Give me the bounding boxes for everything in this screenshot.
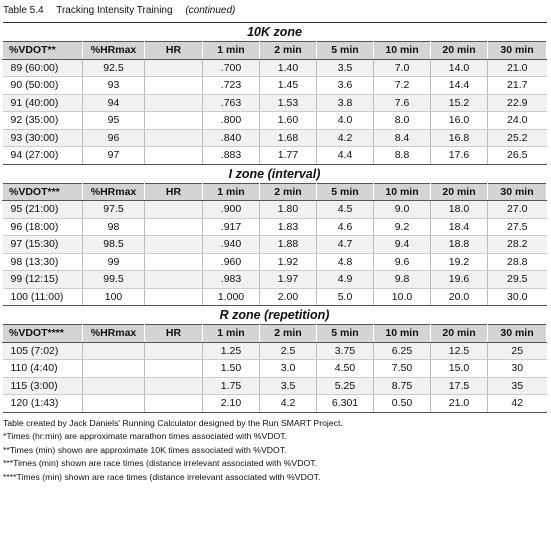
column-header: 1 min <box>203 183 260 201</box>
table-cell: .800 <box>203 112 260 130</box>
column-header: %HRmax <box>83 325 145 343</box>
column-header-vdot: %VDOT**** <box>3 325 83 343</box>
table-cell: 2.5 <box>260 342 317 360</box>
column-header-vdot: %VDOT*** <box>3 183 83 201</box>
table-cell: 1.60 <box>260 112 317 130</box>
table-credit-note: Table created by Jack Daniels' Running Calculator designed by the Run SMART Project. <box>3 417 343 428</box>
table-cell: 28.2 <box>488 236 547 254</box>
table-cell: 1.45 <box>260 77 317 95</box>
vdot-cell: 120 (1:43) <box>3 395 83 413</box>
table-cell: 18.0 <box>431 201 488 219</box>
table-cell: 99 <box>83 253 145 271</box>
table-cell <box>83 377 145 395</box>
vdot-cell: 99 (12:15) <box>3 271 83 289</box>
vdot-cell: 115 (3:00) <box>3 377 83 395</box>
column-header: %HRmax <box>83 183 145 201</box>
footnote: ***Times (min) shown are race times (distance irrelevant associated with %VDOT. <box>3 458 317 469</box>
table-cell: 1.97 <box>260 271 317 289</box>
column-header: HR <box>145 325 203 343</box>
vdot-cell: 93 (30:00) <box>3 129 83 147</box>
table-cell: 22.9 <box>488 94 547 112</box>
zone-rows <box>3 59 547 164</box>
column-header: 10 min <box>374 183 431 201</box>
vdot-cell: 97 (15:30) <box>3 236 83 254</box>
table-cell: 9.2 <box>374 218 431 236</box>
zone-title: R zone (repetition) <box>3 306 547 325</box>
table-cell: 19.6 <box>431 271 488 289</box>
table-cell: 21.7 <box>488 77 547 95</box>
table-cell <box>145 59 203 77</box>
table-cell: 25.2 <box>488 129 547 147</box>
table-cell: .917 <box>203 218 260 236</box>
table-cell: 4.2 <box>317 129 374 147</box>
zone-rows <box>3 342 547 412</box>
table-cell: 16.8 <box>431 129 488 147</box>
vdot-cell: 110 (4:40) <box>3 360 83 378</box>
table-cell: 14.4 <box>431 77 488 95</box>
table-cell: .883 <box>203 147 260 165</box>
table-cell: 4.8 <box>317 253 374 271</box>
table-cell: 95 <box>83 112 145 130</box>
table-row <box>3 360 547 378</box>
table-cell: .960 <box>203 253 260 271</box>
table-title: Tracking Intensity Training <box>56 5 173 16</box>
table-cell: 12.5 <box>431 342 488 360</box>
table-cell: 15.0 <box>431 360 488 378</box>
column-header: 5 min <box>317 325 374 343</box>
table-row <box>3 147 547 165</box>
column-header: 20 min <box>431 325 488 343</box>
table-cell <box>145 201 203 219</box>
table-cell: 30 <box>488 360 547 378</box>
table-cell <box>145 271 203 289</box>
table-row <box>3 253 547 271</box>
column-header: 2 min <box>260 325 317 343</box>
column-header: 1 min <box>203 325 260 343</box>
column-header: 20 min <box>431 42 488 60</box>
table-cell: .723 <box>203 77 260 95</box>
column-header: 20 min <box>431 183 488 201</box>
column-header-vdot: %VDOT** <box>3 42 83 60</box>
table-cell: 5.25 <box>317 377 374 395</box>
table-cell: 25 <box>488 342 547 360</box>
vdot-cell: 94 (27:00) <box>3 147 83 165</box>
table-row <box>3 218 547 236</box>
vdot-cell: 92 (35:00) <box>3 112 83 130</box>
table-cell: 4.9 <box>317 271 374 289</box>
zone-section-title <box>3 306 547 325</box>
table-cell <box>145 147 203 165</box>
table-cell: 21.0 <box>431 395 488 413</box>
table-cell: 9.8 <box>374 271 431 289</box>
column-header: HR <box>145 183 203 201</box>
table-row <box>3 94 547 112</box>
table-cell <box>145 94 203 112</box>
table-cell <box>145 342 203 360</box>
table-cell: 1.25 <box>203 342 260 360</box>
table-cell: 7.50 <box>374 360 431 378</box>
table-cell: 14.0 <box>431 59 488 77</box>
table-cell: .763 <box>203 94 260 112</box>
table-cell: .700 <box>203 59 260 77</box>
vdot-cell: 95 (21:00) <box>3 201 83 219</box>
table-cell: 7.0 <box>374 59 431 77</box>
column-header: HR <box>145 42 203 60</box>
table-cell <box>145 112 203 130</box>
table-footnotes <box>2 417 551 485</box>
table-cell: 93 <box>83 77 145 95</box>
table-cell <box>145 360 203 378</box>
table-cell <box>83 342 145 360</box>
table-cell: 3.5 <box>260 377 317 395</box>
table-cell: 4.50 <box>317 360 374 378</box>
table-cell <box>145 236 203 254</box>
footnote: *Times (hr:min) are approximate marathon times associated with %VDOT. <box>3 431 288 442</box>
table-cell: 3.0 <box>260 360 317 378</box>
table-cell: 4.7 <box>317 236 374 254</box>
column-header: 10 min <box>374 42 431 60</box>
zone-title: 10K zone <box>3 23 547 42</box>
table-cell: 1.000 <box>203 288 260 306</box>
table-continued-label: (continued) <box>185 5 236 16</box>
table-cell: 8.8 <box>374 147 431 165</box>
table-caption <box>3 4 551 18</box>
table-cell <box>145 129 203 147</box>
column-header: 1 min <box>203 42 260 60</box>
vdot-cell: 91 (40:00) <box>3 94 83 112</box>
table-cell: 20.0 <box>431 288 488 306</box>
table-cell: 1.53 <box>260 94 317 112</box>
footnote: **Times (min) shown are approximate 10K times associated with %VDOT. <box>3 444 287 455</box>
table-row <box>3 112 547 130</box>
vdot-cell: 100 (11:00) <box>3 288 83 306</box>
table-cell <box>145 288 203 306</box>
table-cell: 3.8 <box>317 94 374 112</box>
table-cell: 10.0 <box>374 288 431 306</box>
table-cell: 1.50 <box>203 360 260 378</box>
table-cell: 2.10 <box>203 395 260 413</box>
table-cell: 0.50 <box>374 395 431 413</box>
table-cell: 98 <box>83 218 145 236</box>
column-header: 2 min <box>260 183 317 201</box>
column-header: 5 min <box>317 42 374 60</box>
table-cell <box>145 395 203 413</box>
table-cell: 1.75 <box>203 377 260 395</box>
table-cell: 4.0 <box>317 112 374 130</box>
table-cell: 26.5 <box>488 147 547 165</box>
table-cell: 1.83 <box>260 218 317 236</box>
table-cell: 1.80 <box>260 201 317 219</box>
zone-section-title <box>3 23 547 42</box>
table-cell: 27.5 <box>488 218 547 236</box>
table-cell: 42 <box>488 395 547 413</box>
table-cell <box>145 253 203 271</box>
zone-header <box>3 42 547 60</box>
table-cell: 1.68 <box>260 129 317 147</box>
zone-rows <box>3 201 547 306</box>
table-cell: 1.40 <box>260 59 317 77</box>
column-header: 5 min <box>317 183 374 201</box>
table-cell: 18.8 <box>431 236 488 254</box>
table-cell: 24.0 <box>488 112 547 130</box>
table-cell <box>145 77 203 95</box>
table-cell: 9.0 <box>374 201 431 219</box>
column-header: 10 min <box>374 325 431 343</box>
table-cell: .900 <box>203 201 260 219</box>
table-cell: 4.4 <box>317 147 374 165</box>
table-cell: 8.75 <box>374 377 431 395</box>
table-cell: 1.77 <box>260 147 317 165</box>
zone-header <box>3 183 547 201</box>
table-cell: 4.6 <box>317 218 374 236</box>
table-cell: 97.5 <box>83 201 145 219</box>
table-row <box>3 201 547 219</box>
table-cell: 21.0 <box>488 59 547 77</box>
table-row <box>3 77 547 95</box>
table-cell <box>145 218 203 236</box>
table-cell: 1.92 <box>260 253 317 271</box>
table-row <box>3 59 547 77</box>
table-cell: 29.5 <box>488 271 547 289</box>
table-cell: 16.0 <box>431 112 488 130</box>
table-cell: 17.6 <box>431 147 488 165</box>
vdot-cell: 89 (60:00) <box>3 59 83 77</box>
zone-title: I zone (interval) <box>3 164 547 183</box>
table-cell: 35 <box>488 377 547 395</box>
table-cell: 98.5 <box>83 236 145 254</box>
table-cell: 5.0 <box>317 288 374 306</box>
table-cell: 8.0 <box>374 112 431 130</box>
table-cell: 9.4 <box>374 236 431 254</box>
column-header: 30 min <box>488 42 547 60</box>
table-cell: 8.4 <box>374 129 431 147</box>
table-cell: 19.2 <box>431 253 488 271</box>
table-cell: 30.0 <box>488 288 547 306</box>
vdot-cell: 96 (18:00) <box>3 218 83 236</box>
table-cell: 4.2 <box>260 395 317 413</box>
vdot-cell: 105 (7:02) <box>3 342 83 360</box>
table-number: Table 5.4 <box>3 5 44 16</box>
table-cell: 99.5 <box>83 271 145 289</box>
table-cell: .983 <box>203 271 260 289</box>
column-header: %HRmax <box>83 42 145 60</box>
intensity-table <box>2 22 547 413</box>
table-cell: 7.6 <box>374 94 431 112</box>
table-cell: 3.75 <box>317 342 374 360</box>
table-cell: 27.0 <box>488 201 547 219</box>
table-cell <box>145 377 203 395</box>
table-cell: 100 <box>83 288 145 306</box>
column-header: 30 min <box>488 183 547 201</box>
table-row <box>3 288 547 306</box>
table-cell: 3.5 <box>317 59 374 77</box>
table-cell: 9.6 <box>374 253 431 271</box>
table-cell <box>83 360 145 378</box>
vdot-cell: 90 (50:00) <box>3 77 83 95</box>
table-row <box>3 129 547 147</box>
table-row <box>3 395 547 413</box>
vdot-cell: 98 (13:30) <box>3 253 83 271</box>
table-row <box>3 377 547 395</box>
table-cell: 94 <box>83 94 145 112</box>
zone-header <box>3 325 547 343</box>
zone-section-title <box>3 164 547 183</box>
table-cell: 4.5 <box>317 201 374 219</box>
column-header: 30 min <box>488 325 547 343</box>
footnote: ****Times (min) shown are race times (distance irrelevant associated with %VDOT. <box>3 471 321 482</box>
table-row <box>3 342 547 360</box>
table-cell: 2.00 <box>260 288 317 306</box>
table-cell: 96 <box>83 129 145 147</box>
table-cell: 18.4 <box>431 218 488 236</box>
table-cell: 7.2 <box>374 77 431 95</box>
table-cell: 6.301 <box>317 395 374 413</box>
table-cell: .840 <box>203 129 260 147</box>
table-cell: 28.8 <box>488 253 547 271</box>
table-cell: 6.25 <box>374 342 431 360</box>
table-row <box>3 271 547 289</box>
table-cell: 97 <box>83 147 145 165</box>
table-cell: 15.2 <box>431 94 488 112</box>
table-cell: 17.5 <box>431 377 488 395</box>
table-row <box>3 236 547 254</box>
table-cell: 3.6 <box>317 77 374 95</box>
table-cell: .940 <box>203 236 260 254</box>
table-cell <box>83 395 145 413</box>
table-cell: 92.5 <box>83 59 145 77</box>
column-header: 2 min <box>260 42 317 60</box>
table-cell: 1.88 <box>260 236 317 254</box>
